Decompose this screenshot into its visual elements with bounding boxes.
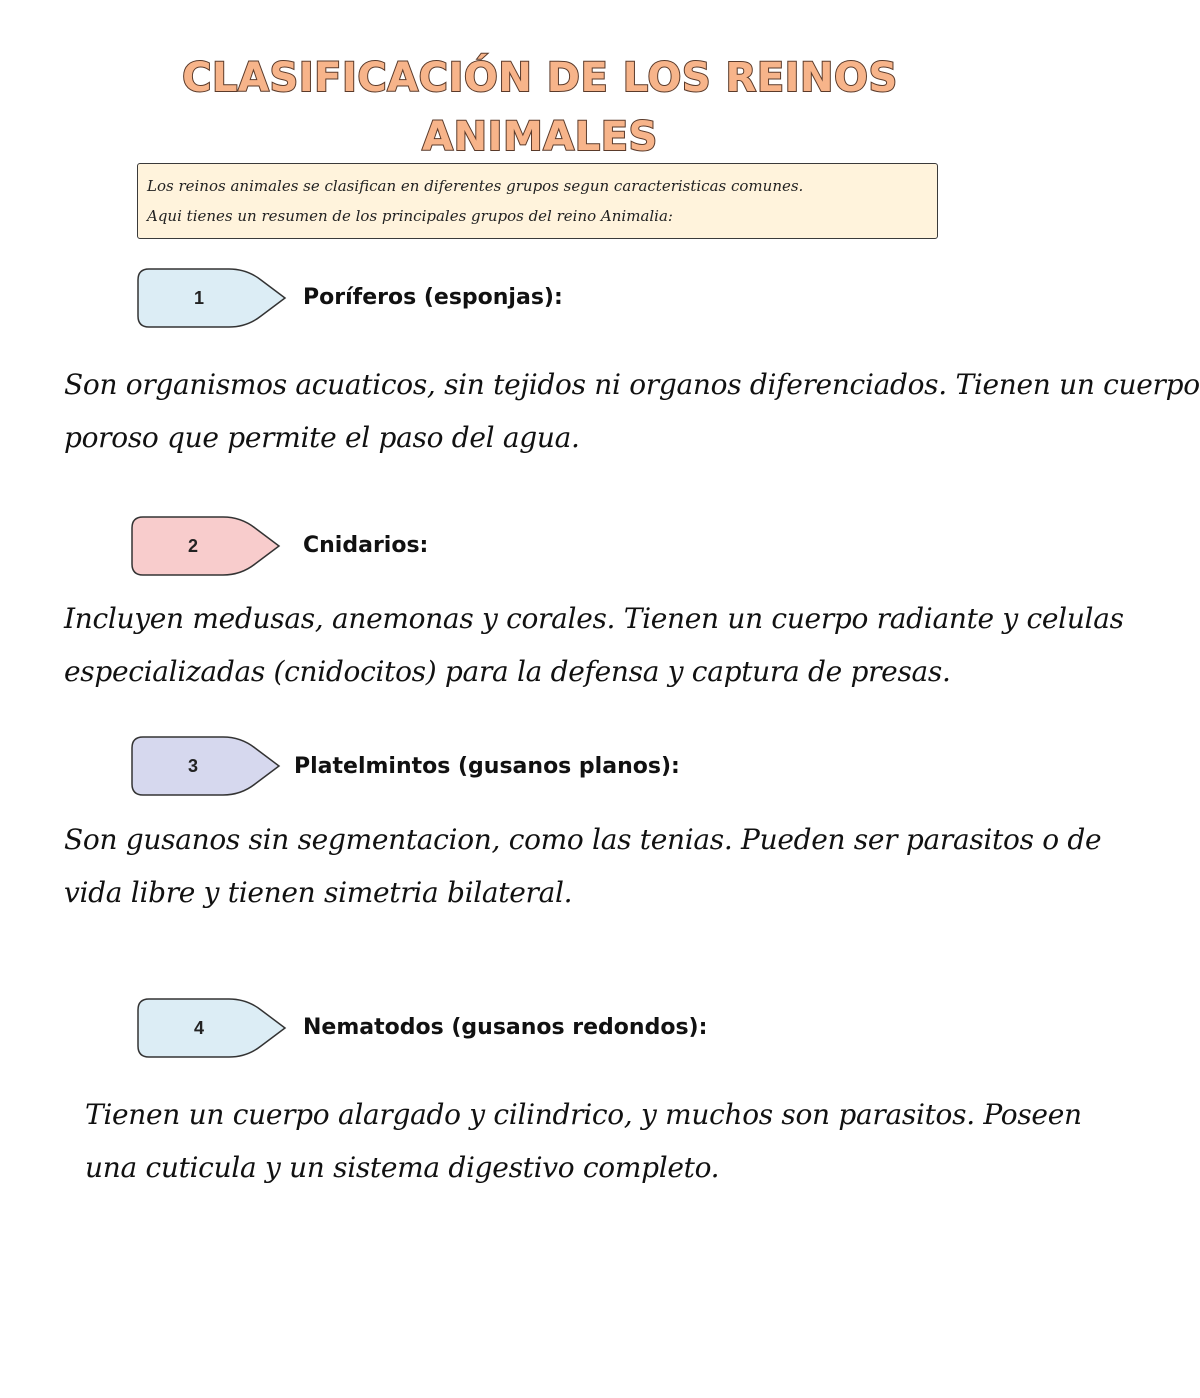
- page-title-line-1: CLASIFICACIÓN DE LOS REINOS: [182, 55, 898, 101]
- section-body-line: Tienen un cuerpo alargado y cilindrico, y muchos son parasitos. Poseen: [85, 1098, 1082, 1131]
- section-heading: Poríferos (esponjas):: [303, 285, 563, 310]
- intro-box: [137, 163, 938, 239]
- section-heading: Platelmintos (gusanos planos):: [294, 754, 680, 779]
- section-number-badge: [137, 268, 289, 330]
- section-heading: Cnidarios:: [303, 533, 429, 558]
- section-body-line: poroso que permite el paso del agua.: [64, 421, 580, 454]
- section-body: [64, 592, 1124, 698]
- intro-line-2: Aqui tienes un resumen de los principales grupos del reino Animalia:: [147, 207, 673, 225]
- section-number: 2: [187, 536, 198, 556]
- section-body-line: Incluyen medusas, anemonas y corales. Tienen un cuerpo radiante y celulas: [64, 602, 1124, 635]
- section-number: 3: [187, 756, 198, 776]
- section-body-line: Son organismos acuaticos, sin tejidos ni organos diferenciados. Tienen un cuerpo: [64, 368, 1200, 401]
- intro-line-1: Los reinos animales se clasifican en diferentes grupos segun caracteristicas comunes.: [147, 177, 804, 195]
- page-title-line-2: ANIMALES: [422, 114, 658, 160]
- section-number: 1: [193, 288, 204, 308]
- section-body: [64, 813, 1102, 919]
- section-number: 4: [193, 1018, 204, 1038]
- section-number-badge: [137, 998, 289, 1060]
- section-number-badge: [131, 736, 283, 798]
- section-number-badge: [131, 516, 283, 578]
- section-body-line: especializadas (cnidocitos) para la defensa y captura de presas.: [64, 655, 951, 688]
- section-heading: Nematodos (gusanos redondos):: [303, 1015, 708, 1040]
- section-body-line: una cuticula y un sistema digestivo completo.: [85, 1151, 720, 1184]
- section-body: [64, 358, 1200, 464]
- section-body: [85, 1088, 1082, 1194]
- section-body-line: vida libre y tienen simetria bilateral.: [64, 876, 573, 909]
- section-body-line: Son gusanos sin segmentacion, como las tenias. Pueden ser parasitos o de: [64, 823, 1102, 856]
